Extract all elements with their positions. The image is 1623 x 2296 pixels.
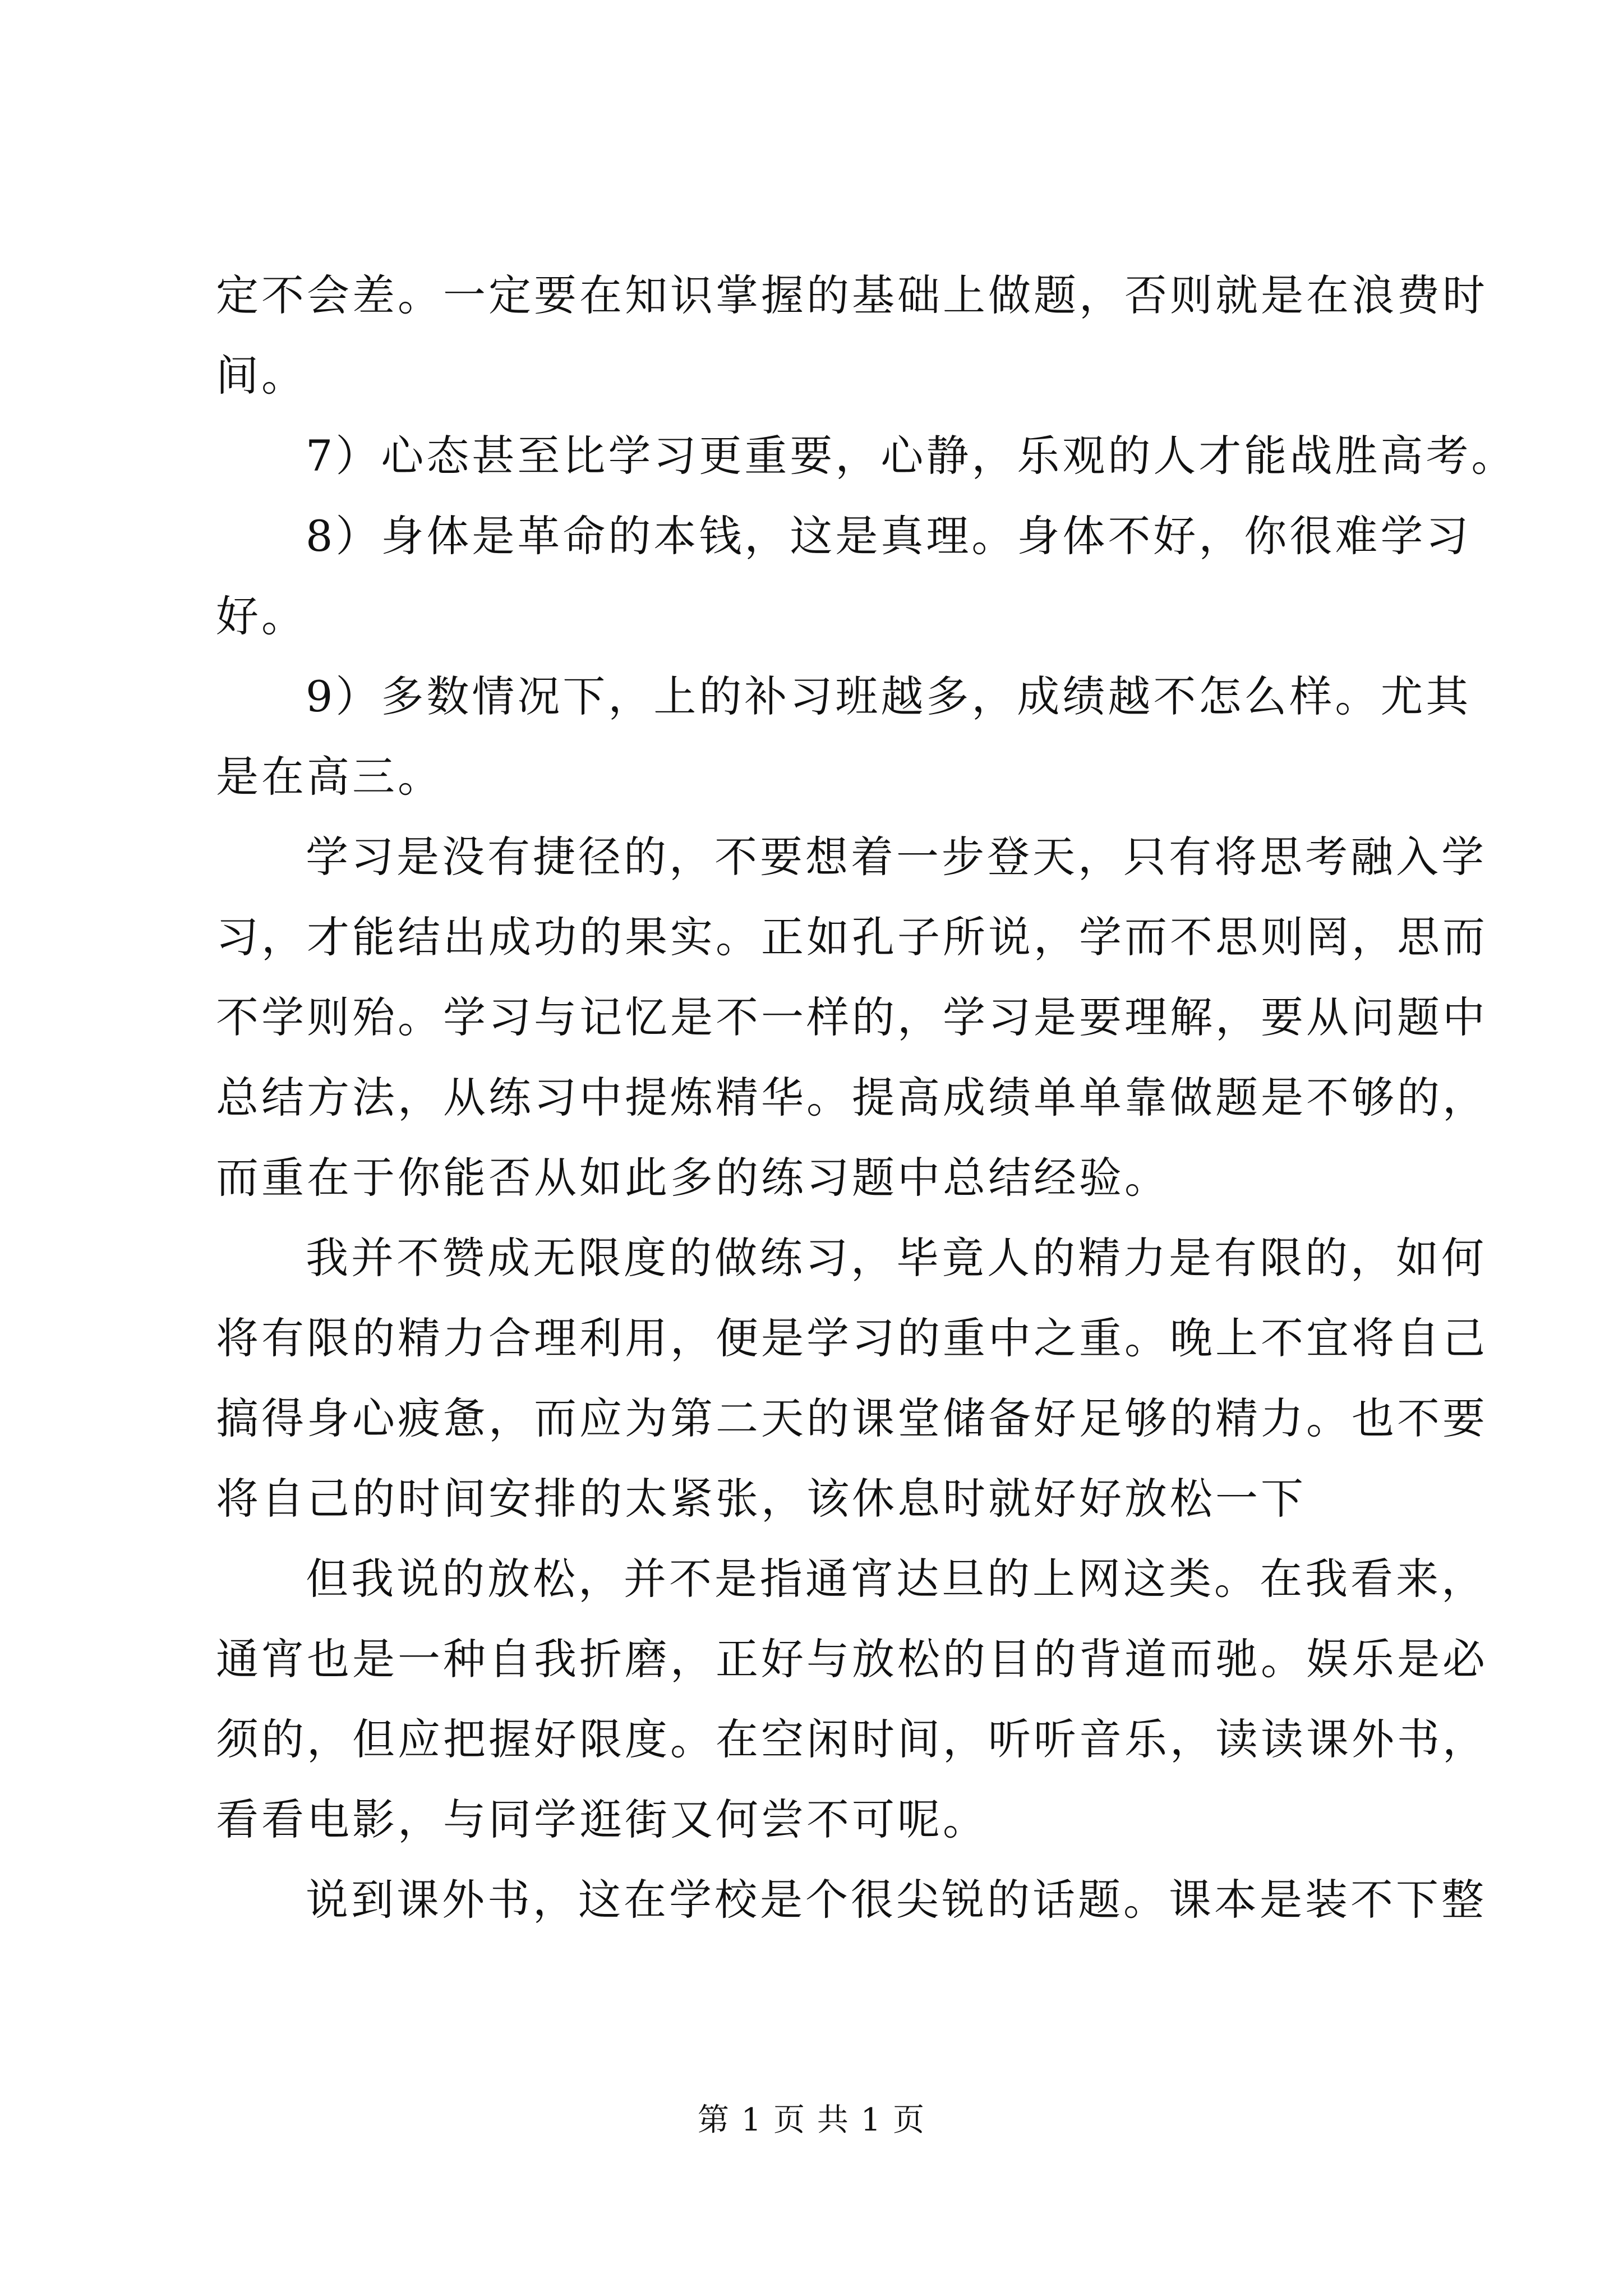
text-line: 不学则殆。学习与记忆是不一样的，学习是要理解，要从问题中 xyxy=(216,992,1488,1042)
document-body xyxy=(216,255,1517,1940)
text-line: 是在高三。 xyxy=(216,752,443,802)
text-line: 9）多数情况下，上的补习班越多，成绩越不怎么样。尤其 xyxy=(306,671,1472,721)
text-line: 而重在于你能否从如此多的练习题中总结经验。 xyxy=(216,1153,1170,1203)
text-line: 通宵也是一种自我折磨，正好与放松的目的背道而驰。娱乐是必 xyxy=(216,1634,1488,1684)
text-line: 将自己的时间安排的太紧张，该休息时就好好放松一下 xyxy=(216,1474,1306,1524)
text-line: 间。 xyxy=(216,351,307,401)
text-line: 7）心态甚至比学习更重要，心静，乐观的人才能战胜高考。 xyxy=(306,431,1517,481)
text-line: 须的，但应把握好限度。在空闲时间，听听音乐，读读课外书， xyxy=(216,1714,1488,1764)
text-line: 搞得身心疲惫，而应为第二天的课堂储备好足够的精力。也不要 xyxy=(216,1393,1488,1443)
text-line: 习，才能结出成功的果实。正如孔子所说，学而不思则罔，思而 xyxy=(216,912,1488,962)
page-number-label: 第 1 页 共 1 页 xyxy=(697,2102,926,2138)
text-line: 说到课外书，这在学校是个很尖锐的话题。课本是装不下整 xyxy=(306,1875,1487,1925)
page-footer xyxy=(0,2098,1623,2143)
text-line: 但我说的放松，并不是指通宵达旦的上网这类。在我看来， xyxy=(306,1554,1487,1604)
text-line: 将有限的精力合理利用，便是学习的重中之重。晚上不宜将自己 xyxy=(216,1313,1488,1363)
text-line: 定不会差。一定要在知识掌握的基础上做题，否则就是在浪费时 xyxy=(216,270,1488,320)
text-line: 看看电影，与同学逛街又何尝不可呢。 xyxy=(216,1795,988,1844)
text-line: 总结方法，从练习中提炼精华。提高成绩单单靠做题是不够的， xyxy=(216,1073,1488,1122)
text-line: 学习是没有捷径的，不要想着一步登天，只有将思考融入学 xyxy=(306,832,1487,882)
text-line: 8）身体是革命的本钱，这是真理。身体不好，你很难学习 xyxy=(306,511,1472,561)
text-line: 好。 xyxy=(216,591,307,641)
text-line: 我并不赞成无限度的做练习，毕竟人的精力是有限的，如何 xyxy=(306,1233,1487,1283)
